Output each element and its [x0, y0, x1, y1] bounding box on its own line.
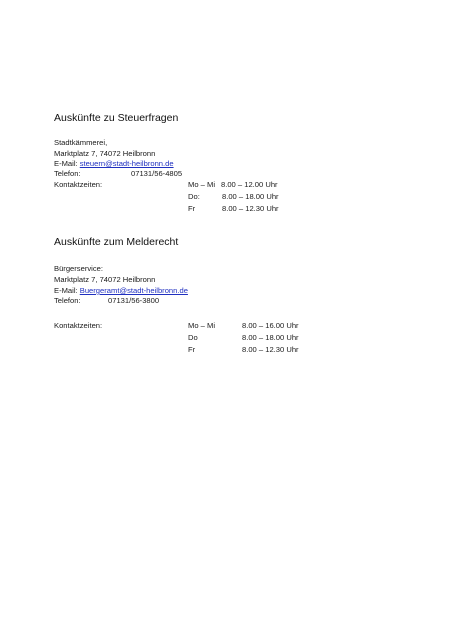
- section-heading-steuerfragen: Auskünfte zu Steuerfragen: [54, 112, 179, 124]
- hours-day: Mo – Mi: [188, 180, 216, 189]
- hours-day: Mo – Mi: [188, 321, 216, 330]
- hours-time: 8.00 – 12.30 Uhr: [242, 345, 299, 354]
- office-name: Stadtkämmerei,: [54, 138, 108, 147]
- hours-day: Do: [188, 333, 198, 342]
- email-label: E-Mail:: [54, 286, 80, 295]
- email-line: [54, 159, 174, 168]
- email-line: [54, 286, 188, 295]
- hours-time: 8.00 – 12.00 Uhr: [221, 180, 278, 189]
- office-address: Marktplatz 7, 74072 Heilbronn: [54, 275, 156, 284]
- office-name: Bürgerservice:: [54, 264, 103, 273]
- hours-label: Kontaktzeiten:: [54, 180, 103, 189]
- email-link[interactable]: Buergeramt@stadt-heilbronn.de: [79, 286, 188, 295]
- phone-number: 07131/56-4805: [131, 169, 183, 178]
- hours-time: 8.00 – 12.30 Uhr: [222, 204, 279, 213]
- hours-time: 8.00 – 18.00 Uhr: [222, 192, 279, 201]
- hours-time: 8.00 – 16.00 Uhr: [242, 321, 299, 330]
- email-label: E-Mail:: [54, 159, 80, 168]
- hours-label: Kontaktzeiten:: [54, 321, 103, 330]
- office-address: Marktplatz 7, 74072 Heilbronn: [54, 149, 156, 158]
- phone-number: 07131/56-3800: [108, 296, 160, 305]
- phone-label: Telefon:: [54, 169, 81, 178]
- hours-day: Fr: [188, 204, 196, 213]
- section-heading-melderecht: Auskünfte zum Melderecht: [54, 236, 179, 248]
- hours-time: 8.00 – 18.00 Uhr: [242, 333, 299, 342]
- email-link[interactable]: steuern@stadt-heilbronn.de: [79, 159, 174, 168]
- phone-label: Telefon:: [54, 296, 81, 305]
- hours-day: Do:: [188, 192, 200, 201]
- hours-day: Fr: [188, 345, 196, 354]
